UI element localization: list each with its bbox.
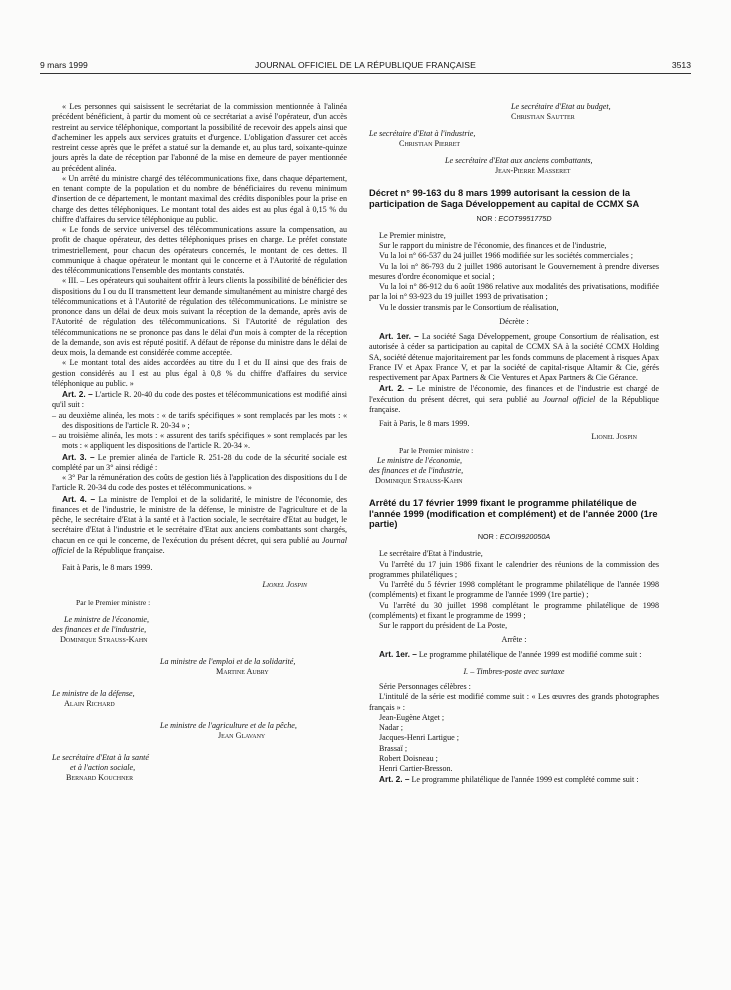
decret-article-2: Art. 2. – Le ministre de l'économie, des finances et de l'industrie est chargé de l'exécution du présent décret, qui sera publié au Journal officiel de la République française. [369,383,659,414]
paragraph: L'intitulé de la série est modifié comme suit : « Les œuvres des grands photographes français » : [369,692,659,712]
decret-article-1: Art. 1er. – La société Saga Développement, groupe Consortium de réalisation, est autorisée à céder sa participation au capital de CCMX SA à la société CCMX Holding SA, société détenue majoritairement par les fonds communs de placement à risques Apax France IV et Apax France V, et par la société de capital-risque Altamir & Cie, gérés respectivement par Apax Partners & Cie Ventures et Apax Partners & Cie Gérance. [369,331,660,383]
list-item: Jean-Eugène Atget ; [379,712,445,722]
arrete-title: Arrêté du 17 février 1999 fixant le programme philatélique de l'année 1999 (modification et complément) et de l'année 2000 (1re partie) [369,497,658,530]
article-label: Art. 3. – [62,451,95,462]
list-item: Nadar ; [379,723,404,733]
header-date: 9 mars 1999 [40,60,88,70]
arrete-article-2: Art. 2. – Le programme philatélique de l'année 1999 est complété comme suit : [379,774,639,785]
paragraph: Vu l'arrêté du 30 juillet 1998 complétant le programme philatélique de 1998 (compléments) et fixant le programme de 1999 ; [369,600,659,620]
paragraph: Vu l'arrêté du 5 février 1998 complétant le programme philatélique de l'année 1998 (compléments) et fixant le programme de l'année 1999 (1re partie) ; [369,580,659,600]
list-item: Robert Doisneau ; [379,753,438,763]
signature-economie: Le ministre de l'économie, des finances et de l'industrie, Dominique Strauss-Kahn [369,455,464,485]
header-rule [40,73,691,74]
page-number: 3513 [671,60,691,70]
paragraph: Le secrétaire d'Etat à l'industrie, [379,549,483,559]
article-3: Art. 3. – Le premier alinéa de l'article R. 251-28 du code de la sécurité sociale est complété par un 3° ainsi rédigé : [52,451,347,472]
article-2: Art. 2. – L'article R. 20-40 du code des postes et télécommunications est modifié ainsi qu'il suit : [52,389,348,410]
signature-industrie: Le secrétaire d'Etat à l'industrie, Christian Pierret [369,129,476,148]
paragraph: Sur le rapport du ministre de l'économie, des finances et de l'industrie, [379,241,607,251]
paragraph: Vu le dossier transmis par le Consortium de réalisation, [379,302,559,312]
paragraph: Vu la loi n° 86-912 du 6 août 1986 relative aux modalités des privatisations, modifiée par la loi n° 93-923 du 19 juillet 1993 de privatisation ; [369,282,659,302]
signature-budget: Le secrétaire d'Etat au budget, Christian Sautter [511,102,611,121]
signature-agriculture: Le ministre de l'agriculture et de la pêche, Jean Glavany [160,720,297,740]
left-column [52,102,347,783]
arrete-nor: NOR : ECOI9920050A [477,532,551,542]
list-item: Henri Cartier-Bresson. [379,764,453,774]
paragraph: « Les personnes qui saisissent le secrétariat de la commission mentionnée à l'alinéa précédent bénéficient, à partir du moment où ce secrétariat a avisé l'opérateur, d'un accès restreint au service téléphonique, comportant la possibilité de recevoir des appels ainsi que d'acheminer les appels aux services gratuits et d'urgence. L'obligation d'assurer cet accès restreint cesse après que le préfet a statué sur la demande et, au plus tard, soixante-quinze jours après la date de réception par l'abonné de la mise en demeure de payer mentionnée au précédent alinéa. [52,102,347,173]
journal-title: JOURNAL OFFICIEL DE LA RÉPUBLIQUE FRANÇAISE [255,60,476,70]
paragraph: Le Premier ministre, [379,230,446,240]
decret-nor: NOR : ECOT9951775D [476,213,552,223]
article-2-list [52,411,347,452]
fait-a-paris: Fait à Paris, le 8 mars 1999. [379,419,470,429]
signature-pm: Lionel Jospin [591,432,637,442]
paragraph: Série Personnages célèbres : [379,682,471,692]
paragraph: « III. – Les opérateurs qui souhaitent offrir à leurs clients la possibilité de bénéficier des dispositions du I ou du II transmettent leur demande simultanément au ministre chargé des télécommunications et à l'Autorité de régulation des télécommunications. Le ministre se prononce dans un délai de deux mois suivant la réception de la demande, après avis de l'Autorité de régulation des télécommunications. Si l'Autorité de régulation des télécommunications ne se prononce pas dans le délai d'un mois à compter de la réception de la demande, son avis est réputé positif. A défaut de réponse du ministre dans le délai de deux mois, la demande est considérée comme acceptée. [52,276,347,357]
paragraph: Sur le rapport du président de La Poste, [379,621,508,631]
signature-economie: Le ministre de l'économie, des finances et de l'industrie, Dominique Strauss-Kahn [52,614,150,644]
signature-defense: Le ministre de la défense, Alain Richard [52,688,135,708]
list-item: – au deuxième alinéa, les mots : « de tarifs spécifiques » sont remplacés par les mots : « des dispositions de l'article R. 20-34 » ; [52,410,347,430]
paragraph: Vu la loi n° 66-537 du 24 juillet 1966 modifiée sur les sociétés commerciales ; [379,251,634,261]
section-heading: I. – Timbres-poste avec surtaxe [463,666,565,676]
decrete: Décrète : [499,316,529,326]
decret-title: Décret n° 99-163 du 8 mars 1999 autorisant la cession de la participation de Saga Développement au capital de CCMX SA [369,188,640,209]
signature-pm: Lionel Jospin [262,580,307,590]
arrete-article-1: Art. 1er. – Le programme philatélique de l'année 1999 est modifié comme suit : [379,648,642,659]
paragraph: « Un arrêté du ministre chargé des télécommunications fixe, dans chaque département, en tenant compte de la population et du nombre de bénéficiaires du revenu minimum d'insertion de ce département, le montant maximal des crédits disponibles pour la prise en charge des dettes téléphoniques. Le montant total des aides est au plus égal à 0,15 % du chiffre d'affaires du service téléphonique au public. [52,173,347,224]
paragraph: Vu l'arrêté du 17 juin 1986 fixant le calendrier des réunions de la commission des programmes philatéliques ; [369,559,659,579]
list-item: – au troisième alinéa, les mots : « assurent des tarifs spécifiques » sont remplacés par les mots : « appliquent les dispositions de l'article R. 20-34 ». [52,431,347,451]
par-premier-ministre: Par le Premier ministre : [76,597,151,607]
article-label: Art. 2. – [62,389,93,399]
signature-emploi: La ministre de l'emploi et de la solidarité, Martine Aubry [160,656,296,676]
article-label: Art. 4. – [62,493,96,504]
paragraph: « Le fonds de service universel des télécommunications assure la compensation, au profit de chaque opérateur, des dettes téléphoniques prises en charge. Le préfet constate trimestriellement, pour chacun des opérateurs concernés, le montant de ces dettes. Il communique à chaque opérateur le montant qui le concerne et à l'Autorité de régulation des télécommunications l'ensemble des montants constatés. [52,225,347,275]
paragraph: « Le montant total des aides accordées au titre du I et du II ainsi que des frais de gestion considérés au I est au plus égal à 0,8 % du chiffre d'affaires du service téléphonique au public. » [52,358,347,388]
signature-anciens-combattants: Le secrétaire d'Etat aux anciens combattants, Jean-Pierre Masseret [445,156,593,175]
right-column [369,102,659,786]
list-item: Jacques-Henri Lartigue ; [379,733,460,743]
article-4: Art. 4. – La ministre de l'emploi et de la solidarité, le ministre de l'économie, des finances et de l'industrie, le ministre de la défense, le ministre de l'agriculture et de la pêche, le secrétaire d'Etat à la santé et à l'action sociale, le secrétaire d'Etat au budget, le secrétaire d'Etat à l'industrie et le secrétaire d'Etat aux anciens combattants sont chargés, chacun en ce qui le concerne, de l'exécution du présent décret, qui sera publié au Journal officiel de la République française. [52,493,347,555]
list-item: Brassaï ; [379,743,408,753]
quote: « 3° Par la rémunération des coûts de gestion liés à l'application des dispositions du I de l'article R. 20-34 du code des postes et télécommunications. » [52,473,347,493]
page-header [40,60,691,74]
signature-sante: Le secrétaire d'Etat à la santé et à l'action sociale, Bernard Kouchner [52,752,149,782]
paragraph: Vu la loi n° 86-793 du 2 juillet 1986 autorisant le Gouvernement à prendre diverses mesures d'ordre économique et social ; [369,261,659,281]
par-premier-ministre: Par le Premier ministre : [399,445,474,455]
arrete: Arrête : [501,635,527,645]
photographer-list [369,713,659,775]
fait-a-paris: Fait à Paris, le 8 mars 1999. [62,563,153,572]
